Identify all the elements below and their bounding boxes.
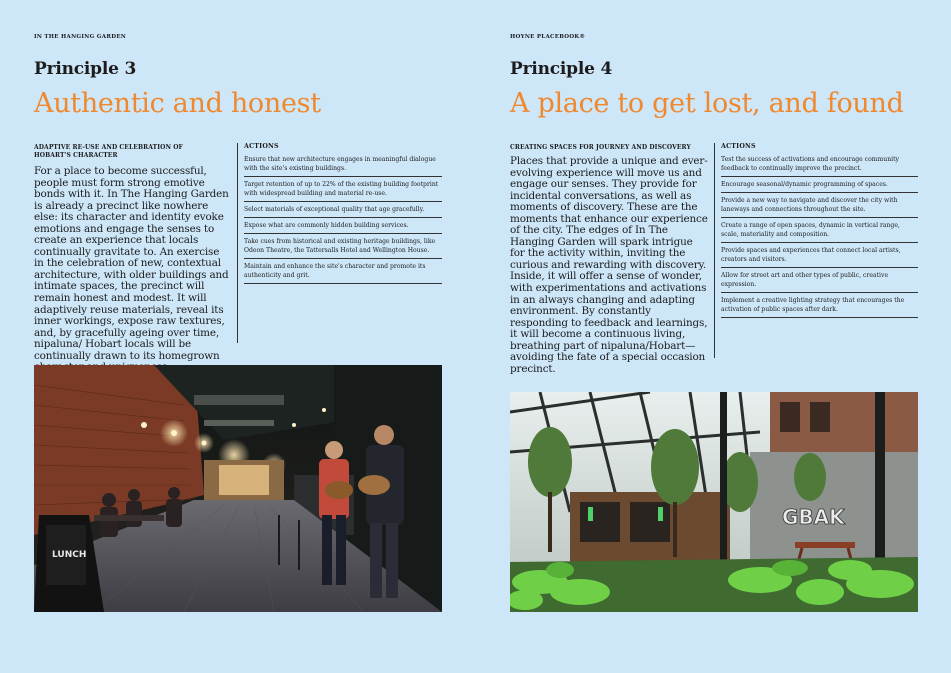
actions-title: ACTIONS <box>244 143 279 150</box>
principle-title: Authentic and honest <box>34 88 321 119</box>
laneway-night-photo <box>34 365 442 612</box>
action-item: Target retention of up to 22% of the existing building footprint with widespread building and material re-use. <box>244 179 442 202</box>
body-paragraph: Places that provide a unique and ever-evolving experience will move us and engage our senses. They provide for incidental conversations, as well as moments of discovery. These are the moments that enhance our experience of the city. The edges of In The Hanging Garden will spark intrigue for the activity within, inviting the curious and rewarding with discovery. Inside, it will offer a sense of wonder, with experimentations and activations in an always changing and adapting environment. By constantly responding to feedback and learnings, it will become a continuous living, breathing part of nipaluna/Hobart—avoiding the fate of a special occasion precinct. <box>510 155 708 375</box>
actions-panel <box>714 143 918 358</box>
section-subhead: ADAPTIVE RE-USE AND CELEBRATION OF HOBART'S CHARACTER <box>34 144 183 159</box>
action-item: Encourage seasonal/dynamic programming of spaces. <box>721 179 918 193</box>
graffiti-text: GBAK <box>782 505 845 529</box>
left-page <box>0 0 475 673</box>
courtyard-illustration <box>510 392 918 612</box>
actions-panel <box>237 143 442 343</box>
running-head: HOYNE PLACEBOOK® <box>510 34 586 40</box>
action-item: Allow for street art and other types of public, creative expression. <box>721 270 918 293</box>
action-item: Test the success of activations and encourage community feedback to continually improve the precinct. <box>721 154 918 177</box>
actions-title: ACTIONS <box>721 143 756 150</box>
body-paragraph: For a place to become successful, people must form strong emotive bonds with it. In The Hanging Garden is already a precinct like nowhere else: its character and identity evoke emotions and engage the senses to create an experience that locals continually gravitate to. An exercise in the celebration of new, contextual architecture, with older buildings and intimate spaces, the precinct will remain honest and modest. It will adaptively reuse materials, reveal its inner workings, expose raw textures, and, by gracefully ageing over time, nipaluna/ Hobart locals will be continually drawn to its homegrown <box>34 165 229 362</box>
principle-number: Principle 3 <box>34 59 137 79</box>
principle-number: Principle 4 <box>510 59 613 79</box>
principle-title: A place to get lost, and found <box>510 88 904 119</box>
action-item: Expose what are commonly hidden building services. <box>244 220 442 234</box>
action-item: Create a range of open spaces, dynamic in vertical range, scale, materiality and composition. <box>721 220 918 243</box>
action-item: Ensure that new architecture engages in meaningful dialogue with the site's existing buildings. <box>244 154 442 177</box>
garden-courtyard-photo <box>510 392 918 612</box>
running-head: IN THE HANGING GARDEN <box>34 34 127 40</box>
action-item: Implement a creative lighting strategy that encourages the activation of public spaces after dark. <box>721 295 918 318</box>
laneway-illustration <box>34 365 442 612</box>
action-item: Provide spaces and experiences that connect local artists, creators and visitors. <box>721 245 918 268</box>
action-item: Maintain and enhance the site's character and promote its authenticity and grit. <box>244 261 442 284</box>
section-subhead: CREATING SPACES FOR JOURNEY AND DISCOVERY <box>510 144 691 151</box>
action-item: Take cues from historical and existing heritage buildings, like Odeon Theatre, the Tattersalls Hotel and Wellington House. <box>244 236 442 259</box>
action-item: Provide a new way to navigate and discover the city with laneways and connections throughout the site. <box>721 195 918 218</box>
right-page <box>476 0 951 673</box>
action-item: Select materials of exceptional quality that age gracefully. <box>244 204 442 218</box>
sign-text: LUNCH <box>52 550 87 560</box>
